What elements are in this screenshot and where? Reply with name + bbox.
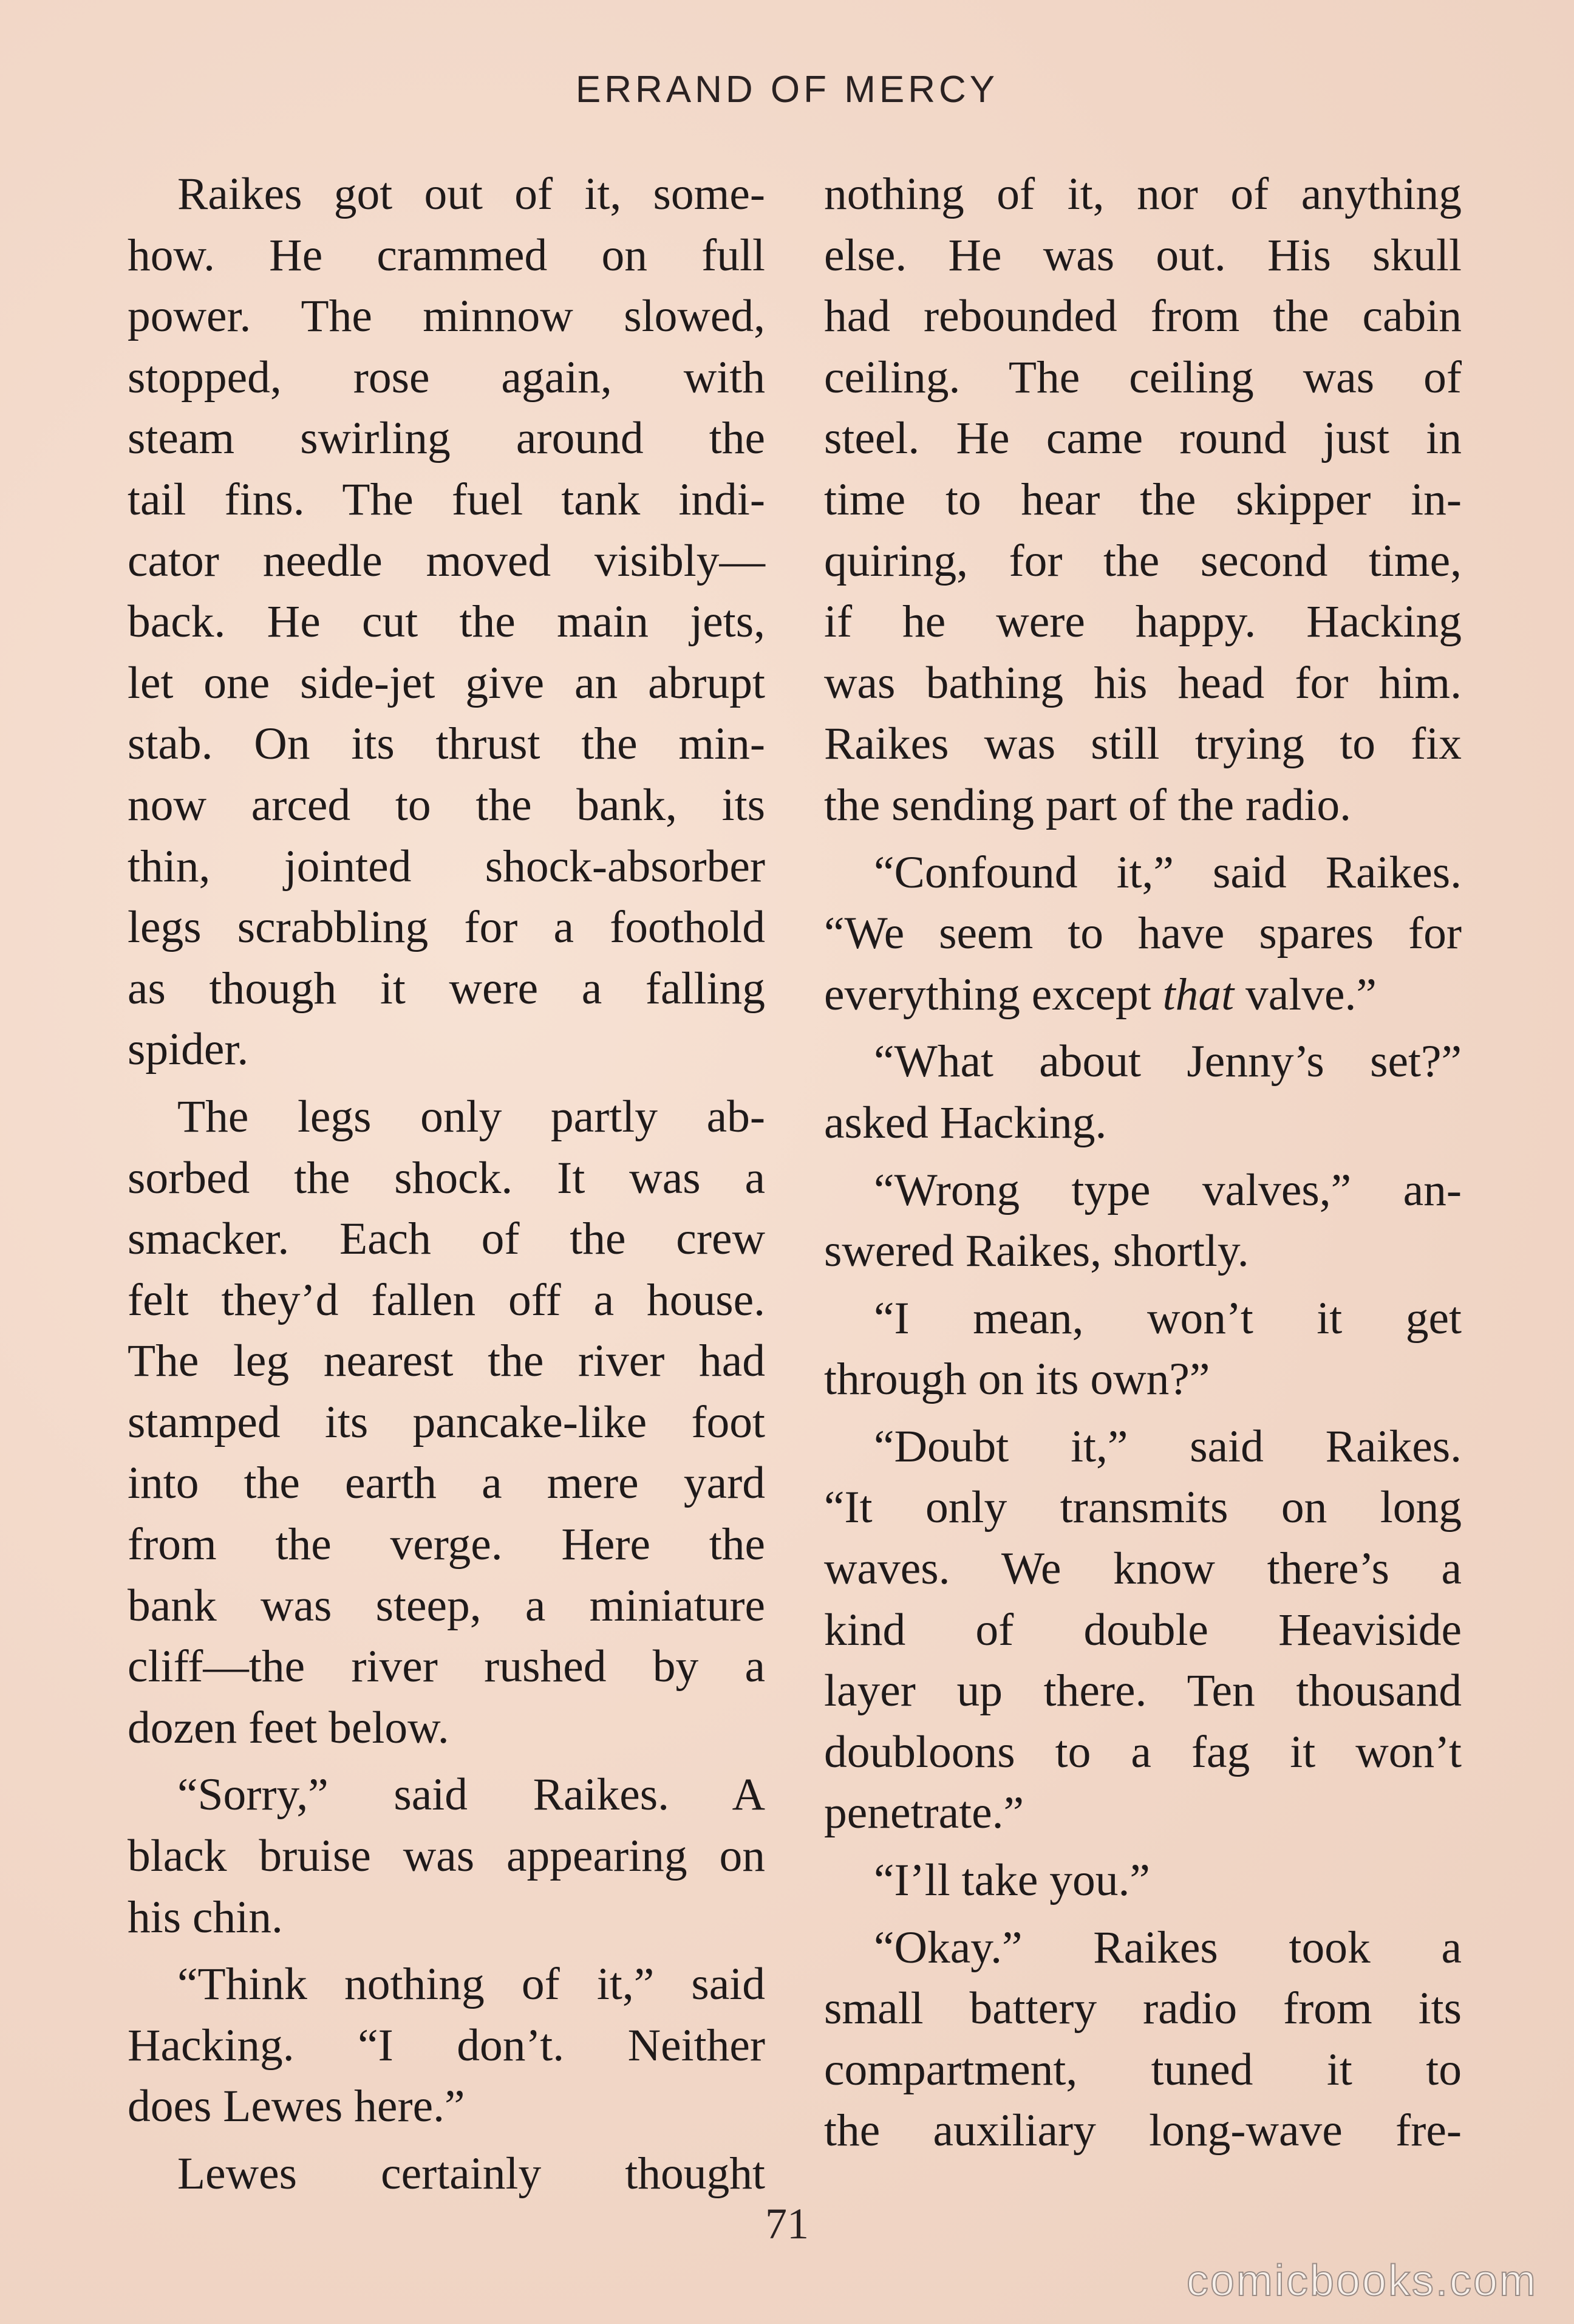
text-line: Raikes got out of it, some-	[177, 169, 765, 219]
left-column	[128, 164, 765, 2205]
running-header: ERRAND OF MERCY	[575, 69, 999, 111]
paragraph	[128, 164, 765, 1081]
paragraph	[824, 1160, 1462, 1282]
text-line: else. He was out. His skull	[824, 230, 1462, 281]
paragraph	[824, 1850, 1462, 1912]
text-line: time to hear the skipper in-	[824, 474, 1462, 525]
text-line: The legs only partly ab-	[177, 1091, 765, 1142]
text-line: through on its own?”	[824, 1354, 1210, 1405]
text-line: if he were happy. Hacking	[824, 596, 1462, 648]
text-line: compartment, tuned it to	[824, 2044, 1462, 2095]
text-line: the sending part of the radio.	[824, 779, 1351, 830]
text-line: “Wrong type valves,” an-	[874, 1164, 1462, 1215]
text-line: felt they’d fallen off a house.	[128, 1274, 765, 1325]
text-line: ceiling. The ceiling was of	[824, 352, 1462, 403]
text-line: “Doubt it,” said Raikes.	[874, 1421, 1462, 1472]
paragraph	[128, 1954, 765, 2138]
text-line: “What about Jenny’s set?”	[874, 1036, 1462, 1087]
text-line: everything except that valve.”	[824, 969, 1377, 1020]
text-line: the auxiliary long-wave fre-	[824, 2105, 1462, 2156]
paragraph	[824, 842, 1462, 1026]
text-line: stab. On its thrust the min-	[128, 719, 765, 770]
text-line: kind of double Heaviside	[824, 1604, 1462, 1655]
text-line: power. The minnow slowed,	[128, 291, 765, 342]
paragraph	[128, 1765, 765, 1948]
text-line: “Okay.” Raikes took a	[874, 1922, 1462, 1973]
paragraph	[128, 2144, 765, 2205]
text-line: asked Hacking.	[824, 1097, 1107, 1148]
text-line: now arced to the bank, its	[128, 779, 765, 830]
right-column	[824, 164, 1462, 2162]
paragraph	[128, 1087, 765, 1759]
watermark: comicbooks.com	[1186, 2257, 1538, 2305]
paragraph	[824, 1918, 1462, 2162]
text-line: “I mean, won’t it get	[874, 1293, 1462, 1344]
text-line: spider.	[128, 1024, 249, 1075]
text-line: cliff—the river rushed by a	[128, 1641, 765, 1692]
paragraph	[824, 164, 1462, 836]
text-line: “It only transmits on long	[824, 1482, 1462, 1533]
paragraph	[824, 1031, 1462, 1153]
text-line: dozen feet below.	[128, 1702, 449, 1753]
text-line: into the earth a mere yard	[128, 1458, 765, 1509]
text-line: thin, jointed shock-absorber	[128, 841, 765, 892]
text-line: Hacking. “I don’t. Neither	[128, 2020, 765, 2071]
text-line: waves. We know there’s a	[824, 1543, 1462, 1594]
text-line: steam swirling around the	[128, 413, 765, 464]
text-line: his chin.	[128, 1892, 283, 1943]
text-line: sorbed the shock. It was a	[128, 1152, 765, 1203]
text-line: steel. He came round just in	[824, 413, 1462, 464]
text-line: “Think nothing of it,” said	[177, 1959, 765, 2010]
text-line: stamped its pancake-like foot	[128, 1396, 765, 1447]
paragraph	[824, 1288, 1462, 1410]
text-line: The leg nearest the river had	[128, 1336, 765, 1387]
text-line: Lewes certainly thought	[177, 2148, 765, 2199]
text-line: had rebounded from the cabin	[824, 291, 1462, 342]
text-line: back. He cut the main jets,	[128, 596, 765, 648]
text-line: Raikes was still trying to fix	[824, 719, 1462, 770]
text-line: “Sorry,” said Raikes. A	[177, 1769, 765, 1820]
text-line: stopped, rose again, with	[128, 352, 765, 403]
page-number: 71	[765, 2199, 809, 2248]
text-line: swered Raikes, shortly.	[824, 1226, 1249, 1277]
text-line: nothing of it, nor of anything	[824, 169, 1462, 219]
text-line: “We seem to have spares for	[824, 908, 1462, 959]
text-line: tail fins. The fuel tank indi-	[128, 474, 765, 525]
text-line: cator needle moved visibly—	[128, 535, 765, 586]
text-line: “Confound it,” said Raikes.	[874, 847, 1462, 898]
text-line: bank was steep, a miniature	[128, 1580, 765, 1631]
text-line: “I’ll take you.”	[874, 1855, 1150, 1906]
text-line: doubloons to a fag it won’t	[824, 1726, 1462, 1777]
text-line: penetrate.”	[824, 1788, 1024, 1839]
paragraph	[824, 1417, 1462, 1844]
text-line: smacker. Each of the crew	[128, 1214, 765, 1265]
text-line: was bathing his head for him.	[824, 657, 1462, 708]
text-line: how. He crammed on full	[128, 230, 765, 281]
text-line: from the verge. Here the	[128, 1519, 765, 1570]
text-line: layer up there. Ten thousand	[824, 1666, 1462, 1717]
text-line: let one side-jet give an abrupt	[128, 657, 765, 708]
text-line: legs scrabbling for a foothold	[128, 902, 765, 953]
text-line: small battery radio from its	[824, 1983, 1462, 2034]
text-line: does Lewes here.”	[128, 2081, 465, 2132]
text-line: quiring, for the second time,	[824, 535, 1462, 586]
text-line: as though it were a falling	[128, 963, 765, 1014]
text-line: black bruise was appearing on	[128, 1831, 765, 1882]
